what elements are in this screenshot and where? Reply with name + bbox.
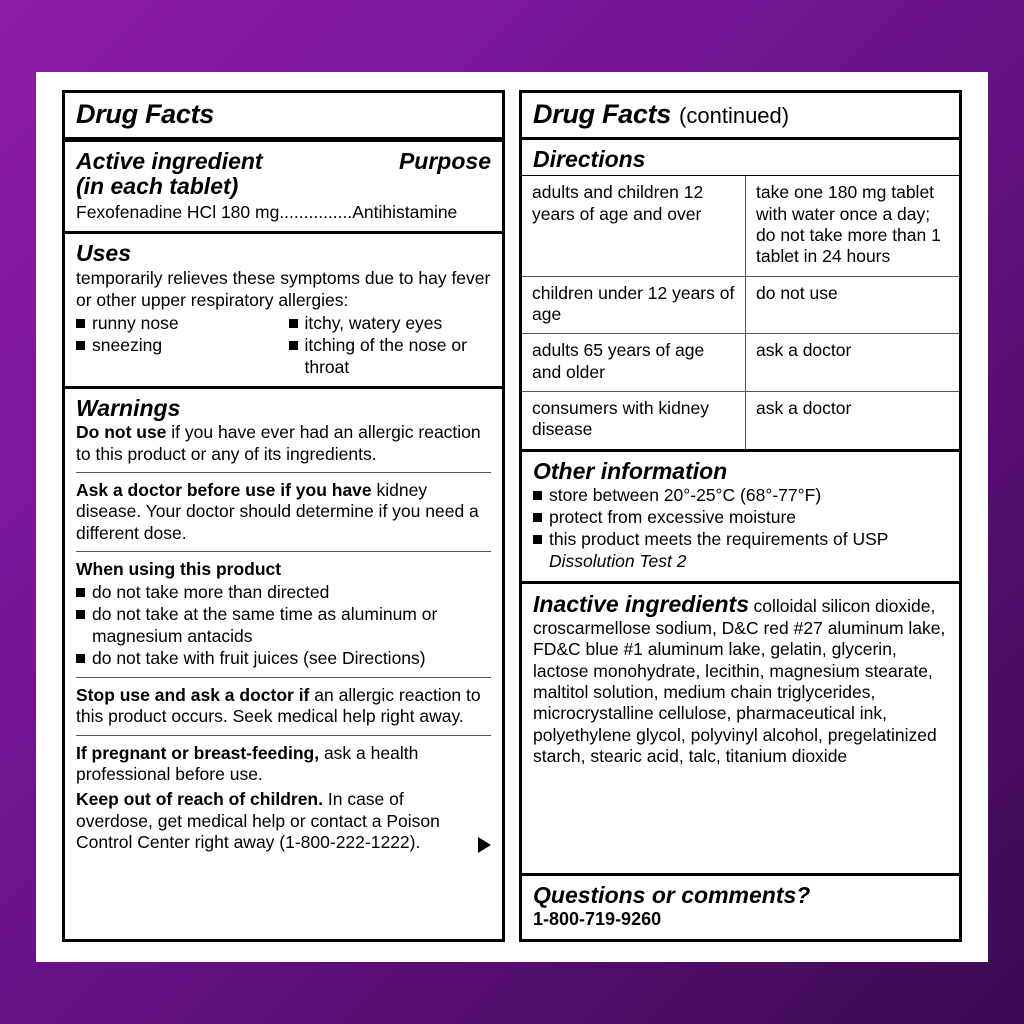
- list-item-label: [549, 529, 948, 573]
- list-item: [289, 335, 492, 379]
- page-title: Drug Facts: [76, 99, 215, 129]
- directions-dose: ask a doctor: [756, 397, 852, 418]
- bullet-square-icon: [289, 341, 298, 350]
- list-item-label: itchy, watery eyes: [304, 312, 443, 333]
- other-information-section: [522, 449, 959, 584]
- list-item-label: do not take with fruit juices (see Directions): [92, 648, 426, 668]
- list-item-label: do not take at the same time as aluminum or magnesium antacids: [92, 604, 438, 647]
- list-item: [76, 582, 491, 604]
- warning-keep-out-text: In case of overdose, get medical help or contact a Poison Control Center right away (1-800-222-1222).: [76, 789, 440, 852]
- warning-do-not-use: [76, 422, 491, 473]
- warning-stop-use-bold: Stop use and ask a doctor if: [76, 684, 310, 705]
- table-row: [522, 276, 959, 334]
- drug-facts-card: [36, 72, 988, 962]
- list-item: [289, 313, 492, 335]
- uses-heading: Uses: [76, 240, 131, 267]
- warning-keep-out-bold: Keep out of reach of children.: [76, 789, 323, 810]
- directions-population: adults and children 12 years of age and over: [522, 176, 746, 276]
- list-item-label: do not take more than directed: [92, 582, 330, 603]
- drug-facts-columns: [62, 90, 962, 942]
- other-information-bullets: [533, 485, 948, 573]
- directions-heading: Directions: [533, 146, 646, 173]
- continued-label: (continued): [679, 103, 790, 128]
- directions-dose: take one 180 mg tablet with water once a day; do not take more than 1 tablet in 24 hours: [746, 176, 960, 276]
- list-item-label: runny nose: [92, 312, 179, 333]
- warning-ask-doctor-bold: Ask a doctor before use if you have: [76, 480, 372, 500]
- warning-do-not-use-bold: Do not use: [76, 422, 167, 443]
- list-item: [76, 604, 491, 648]
- warning-pregnant-text: ask a health professional before use.: [76, 742, 419, 784]
- directions-dose: ask a doctor: [746, 334, 960, 392]
- bullet-square-icon: [76, 341, 85, 350]
- list-item-label: itching of the nose or throat: [304, 334, 467, 377]
- inactive-ingredients-heading: Inactive ingredients: [533, 590, 750, 617]
- left-title-block: [65, 93, 502, 142]
- inactive-ingredients-text: colloidal silicon dioxide, croscarmellose sodium, D&C red #27 aluminum lake, FD&C blue #1 aluminum lake, gelatin, glycerin, lactose monohydrate, lecithin, magnesium stearate, maltitol solution, medium chain triglycerides, microcrystalline cellulose, pharmaceutical ink, polyethylene glycol, polyvinyl alcohol, pregelatinized starch, stearic acid, talc, titanium dioxide: [533, 595, 946, 766]
- right-title-block: [522, 93, 959, 140]
- page-title-continued: Drug Facts: [533, 99, 672, 129]
- bullet-square-icon: [533, 535, 542, 544]
- list-item: [533, 529, 948, 573]
- list-item: [533, 485, 948, 507]
- drug-facts-left-column: [62, 90, 505, 942]
- bullet-square-icon: [533, 491, 542, 500]
- bullet-square-icon: [76, 654, 85, 663]
- table-row: [522, 334, 959, 392]
- warning-keep-out: [76, 789, 491, 853]
- questions-phone[interactable]: 1-800-719-9260: [533, 909, 662, 930]
- questions-heading: Questions or comments?: [533, 882, 811, 909]
- continue-arrow-icon: [478, 837, 491, 853]
- list-item: [76, 313, 279, 335]
- uses-text: temporarily relieves these symptoms due to hay fever or other upper respiratory allergies:: [76, 268, 491, 310]
- warnings-heading: Warnings: [76, 395, 181, 422]
- list-item: [533, 507, 948, 529]
- list-item-label: sneezing: [92, 334, 163, 355]
- directions-table: [522, 176, 959, 448]
- warning-pregnant-bold: If pregnant or breast-feeding,: [76, 742, 320, 763]
- warning-when-using-bold: When using this product: [76, 559, 282, 580]
- list-item: [76, 335, 279, 357]
- directions-dose: do not use: [746, 276, 960, 334]
- active-ingredient-heading: Active ingredient: [76, 148, 263, 175]
- warning-pregnant: [76, 736, 491, 786]
- bullet-square-icon: [76, 588, 85, 597]
- directions-population: children under 12 years of age: [522, 276, 746, 334]
- active-ingredient-section: [65, 142, 502, 234]
- bullet-square-icon: [76, 319, 85, 328]
- warning-do-not-use-text: if you have ever had an allergic reaction to this product or any of its ingredients.: [76, 422, 481, 464]
- list-item: [76, 648, 491, 670]
- drug-facts-right-column: [519, 90, 962, 942]
- directions-population: adults 65 years of age and older: [522, 334, 746, 392]
- other-information-heading: Other information: [533, 457, 728, 484]
- active-ingredient-text: Fexofenadine HCl 180 mg...............Antihistamine: [76, 202, 458, 222]
- warning-ask-doctor-text: kidney disease. Your doctor should determine if you need a different dose.: [76, 480, 479, 543]
- directions-population: consumers with kidney disease: [522, 391, 746, 448]
- warning-ask-doctor: [76, 473, 491, 552]
- purpose-heading: Purpose: [398, 148, 491, 175]
- uses-bullets: [76, 313, 491, 379]
- active-ingredient-subheading: (in each tablet): [76, 173, 239, 200]
- usp-test-name: Dissolution Test 2: [549, 551, 687, 572]
- inactive-ingredients-section: [522, 584, 959, 876]
- questions-section: [522, 876, 959, 939]
- directions-heading-row: [522, 140, 959, 176]
- directions-section: [522, 140, 959, 448]
- table-row: [522, 176, 959, 276]
- active-ingredient-heading-row: [76, 149, 491, 174]
- warning-when-using: [76, 552, 491, 678]
- bullet-square-icon: [533, 513, 542, 522]
- list-item-label: protect from excessive moisture: [549, 507, 797, 528]
- bullet-square-icon: [289, 319, 298, 328]
- bullet-square-icon: [76, 610, 85, 619]
- warnings-section: [65, 389, 502, 939]
- warning-stop-use-text: an allergic reaction to this product occurs. Seek medical help right away.: [76, 684, 481, 727]
- usp-text: this product meets the requirements of USP: [549, 529, 889, 550]
- uses-section: [65, 234, 502, 389]
- table-row: [522, 391, 959, 448]
- list-item-label: store between 20°-25°C (68°-77°F): [549, 485, 822, 506]
- warning-when-using-bullets: [76, 582, 491, 670]
- continued-title-row: [533, 100, 948, 128]
- warning-stop-use: [76, 678, 491, 736]
